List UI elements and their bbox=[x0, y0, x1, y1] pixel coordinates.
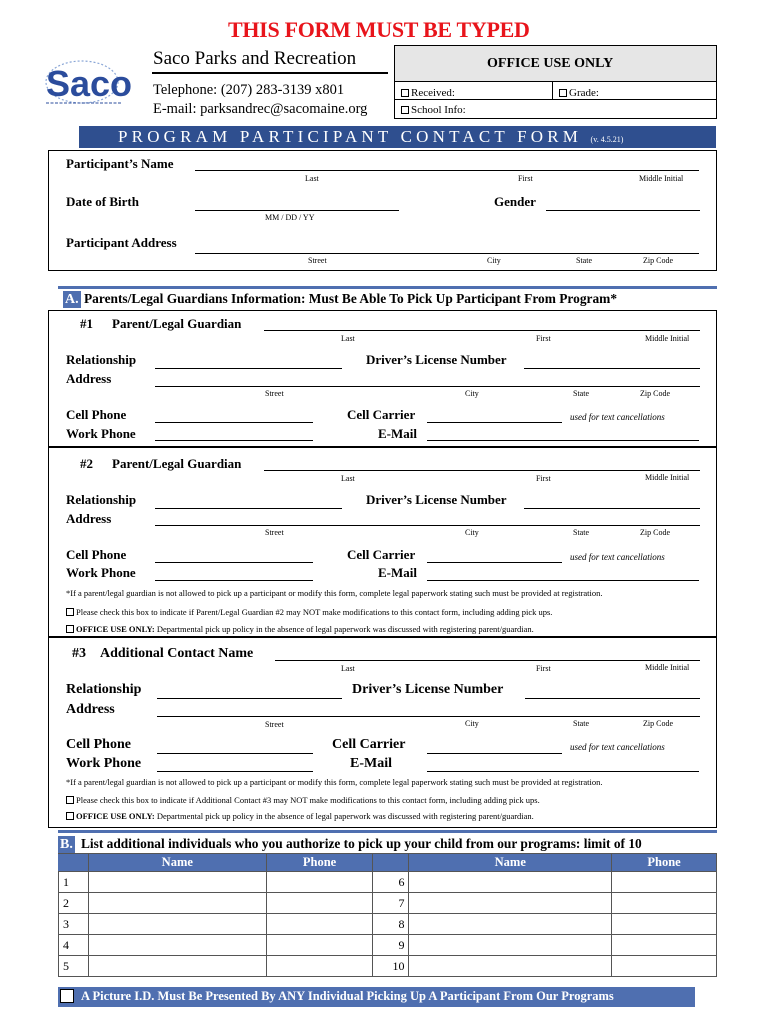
contact3-city-hint: City bbox=[465, 719, 479, 728]
participant-last-hint: Last bbox=[305, 174, 319, 183]
org-email: E-mail: parksandrec@sacomaine.org bbox=[153, 101, 368, 117]
address-state-hint: State bbox=[576, 256, 592, 265]
guardian1-name-line[interactable] bbox=[264, 330, 700, 331]
guardian1-relationship-line[interactable] bbox=[155, 368, 342, 369]
pickup-phone-cell[interactable] bbox=[266, 914, 373, 935]
pickup-name-cell[interactable] bbox=[88, 872, 266, 893]
footer-text: A Picture I.D. Must Be Presented By ANY Individual Picking Up A Participant From Our Programs bbox=[81, 989, 614, 1003]
participant-first-hint: First bbox=[518, 174, 533, 183]
guardian2-office-checkbox[interactable] bbox=[66, 625, 74, 633]
guardian2-address-label: Address bbox=[66, 511, 112, 526]
pickup-name-cell[interactable] bbox=[88, 914, 266, 935]
pickup-row-number: 3 bbox=[59, 914, 89, 935]
org-telephone: Telephone: (207) 283-3139 x801 bbox=[153, 82, 345, 98]
contact3-cell-label: Cell Phone bbox=[66, 737, 131, 752]
guardian2-carrier-note: used for text cancellations bbox=[570, 552, 665, 562]
guardian2-name-line[interactable] bbox=[264, 470, 700, 471]
office-use-title: OFFICE USE ONLY bbox=[487, 56, 614, 71]
guardian2-last-hint: Last bbox=[341, 474, 355, 483]
contact3-zip-hint: Zip Code bbox=[643, 719, 673, 728]
guardian2-check2-text: Departmental pick up policy in the absence of legal paperwork was discussed with registering parent/guardian. bbox=[156, 624, 534, 634]
pickup-phone-cell[interactable] bbox=[612, 893, 717, 914]
guardian2-license-label: Driver’s License Number bbox=[366, 492, 507, 507]
contact3-email-label: E-Mail bbox=[350, 756, 392, 771]
guardian2-nomodify-checkbox[interactable] bbox=[66, 608, 74, 616]
contact3-address-line[interactable] bbox=[157, 716, 700, 717]
pickup-row-number: 1 bbox=[59, 872, 89, 893]
contact3-street-hint: Street bbox=[265, 720, 284, 729]
guardian2-relationship-label: Relationship bbox=[66, 492, 137, 507]
guardian2-check2-bold: OFFICE USE ONLY: bbox=[76, 624, 155, 634]
contact3-state-hint: State bbox=[573, 719, 589, 728]
participant-middle-hint: Middle Initial bbox=[639, 174, 684, 183]
guardian2-street-hint: Street bbox=[265, 528, 284, 537]
contact3-footnote: *If a parent/legal guardian is not allowed to pick up a participant or modify this form, complete legal paperwork stating such must be provided at registration. bbox=[66, 777, 603, 787]
guardian2-carrier-label: Cell Carrier bbox=[347, 547, 416, 562]
participant-address-label: Participant Address bbox=[66, 235, 177, 250]
gender-line[interactable] bbox=[546, 210, 700, 211]
guardian2-num: #2 bbox=[80, 456, 93, 471]
contact3-check2-bold: OFFICE USE ONLY: bbox=[76, 811, 155, 821]
contact3-work-label: Work Phone bbox=[66, 756, 142, 771]
pickup-phone-cell[interactable] bbox=[266, 935, 373, 956]
guardian2-carrier-line[interactable] bbox=[427, 562, 562, 563]
pickup-row-number: 2 bbox=[59, 893, 89, 914]
office-grade bbox=[559, 87, 599, 99]
guardian1-street-hint: Street bbox=[265, 389, 284, 398]
pickup-phone-header-left: Phone bbox=[266, 854, 373, 872]
guardian1-email-label: E-Mail bbox=[378, 426, 417, 441]
dob-hint: MM / DD / YY bbox=[265, 213, 315, 222]
received-label: Received: bbox=[411, 87, 455, 99]
guardian2-relationship-line[interactable] bbox=[155, 508, 342, 509]
guardian1-license-label: Driver’s License Number bbox=[366, 352, 507, 367]
pickup-row-number: 10 bbox=[373, 956, 409, 977]
pickup-phone-cell[interactable] bbox=[266, 956, 373, 977]
contact3-license-line[interactable] bbox=[525, 698, 700, 699]
table-row bbox=[59, 893, 717, 914]
contact3-office-checkbox[interactable] bbox=[66, 812, 74, 820]
office-divider-h bbox=[395, 99, 716, 100]
pickup-name-cell[interactable] bbox=[409, 872, 612, 893]
contact3-last-hint: Last bbox=[341, 664, 355, 673]
guardian2-check2 bbox=[66, 624, 534, 634]
pickup-name-header-left: Name bbox=[88, 854, 266, 872]
pickup-phone-cell[interactable] bbox=[612, 935, 717, 956]
participant-name-line[interactable] bbox=[195, 170, 699, 171]
guardian2-email-label: E-Mail bbox=[378, 565, 417, 580]
contact3-carrier-line[interactable] bbox=[427, 753, 562, 754]
table-row bbox=[59, 935, 717, 956]
school-info-label: School Info: bbox=[411, 104, 466, 116]
pickup-num-header-right bbox=[373, 854, 409, 872]
section-a-header-line bbox=[58, 286, 717, 289]
guardian1-license-line[interactable] bbox=[524, 368, 700, 369]
dob-line[interactable] bbox=[195, 210, 399, 211]
address-city-hint: City bbox=[487, 256, 501, 265]
school-info-checkbox[interactable] bbox=[401, 106, 409, 114]
contact3-relationship-label: Relationship bbox=[66, 682, 142, 697]
contact3-check2-text: Departmental pick up policy in the absence of legal paperwork was discussed with registering parent/guardian. bbox=[156, 811, 534, 821]
guardian1-carrier-label: Cell Carrier bbox=[347, 407, 416, 422]
guardian1-relationship-label: Relationship bbox=[66, 352, 137, 367]
contact3-work-line[interactable] bbox=[157, 771, 313, 772]
guardian1-carrier-note: used for text cancellations bbox=[570, 412, 665, 422]
section-b-letter: B. bbox=[60, 837, 73, 852]
guardian1-city-hint: City bbox=[465, 389, 479, 398]
contact3-heading: Additional Contact Name bbox=[100, 646, 254, 661]
guardian1-cell-line[interactable] bbox=[155, 422, 313, 423]
guardian2-license-line[interactable] bbox=[524, 508, 700, 509]
contact3-address-label: Address bbox=[66, 702, 115, 717]
pickup-phone-header-right: Phone bbox=[612, 854, 717, 872]
received-checkbox[interactable] bbox=[401, 89, 409, 97]
pickup-name-cell[interactable] bbox=[409, 914, 612, 935]
guardian2-footnote: *If a parent/legal guardian is not allowed to pick up a participant or modify this form, complete legal paperwork stating such must be provided at registration. bbox=[66, 588, 603, 598]
guardian2-check1-text: Please check this box to indicate if Parent/Legal Guardian #2 may NOT make modifications to this contact form, including adding pick ups. bbox=[76, 607, 553, 617]
guardian2-check1 bbox=[66, 607, 552, 617]
contact3-check1-text: Please check this box to indicate if Additional Contact #3 may NOT make modifications to this contact form, including adding pick ups. bbox=[76, 795, 540, 805]
office-divider-v bbox=[552, 81, 553, 99]
svg-text:Saco: Saco bbox=[46, 63, 132, 104]
guardian2-address-line[interactable] bbox=[155, 525, 700, 526]
guardian2-cell-label: Cell Phone bbox=[66, 547, 127, 562]
section-a-letter: A. bbox=[65, 292, 79, 307]
saco-logo bbox=[42, 58, 132, 108]
pickup-phone-cell[interactable] bbox=[266, 893, 373, 914]
guardian2-work-label: Work Phone bbox=[66, 565, 136, 580]
form-version: (v. 4.5.21) bbox=[590, 135, 624, 144]
pickup-name-cell[interactable] bbox=[409, 935, 612, 956]
guardian2-email-line[interactable] bbox=[427, 580, 699, 581]
participant-address-line[interactable] bbox=[195, 253, 699, 254]
guardian1-email-line[interactable] bbox=[427, 440, 699, 441]
guardian1-work-line[interactable] bbox=[155, 440, 313, 441]
pickup-row-number: 8 bbox=[373, 914, 409, 935]
section-b-title: List additional individuals who you authorize to pick up your child from our programs: limit of 10 bbox=[81, 836, 642, 851]
guardian1-middle-hint: Middle Initial bbox=[645, 334, 690, 343]
office-received bbox=[401, 87, 455, 99]
pickup-name-cell[interactable] bbox=[88, 935, 266, 956]
table-row bbox=[59, 956, 717, 977]
address-street-hint: Street bbox=[308, 256, 327, 265]
participant-name-label: Participant’s Name bbox=[66, 156, 174, 171]
pickup-name-cell[interactable] bbox=[88, 893, 266, 914]
section-a-title: Parents/Legal Guardians Information: Must Be Able To Pick Up Participant From Program* bbox=[84, 291, 618, 306]
guardian1-first-hint: First bbox=[536, 334, 551, 343]
guardian1-address-label: Address bbox=[66, 371, 112, 386]
pickup-row-number: 5 bbox=[59, 956, 89, 977]
contact3-email-line[interactable] bbox=[427, 771, 699, 772]
pickup-name-cell[interactable] bbox=[409, 956, 612, 977]
guardian1-carrier-line[interactable] bbox=[427, 422, 562, 423]
guardian1-zip-hint: Zip Code bbox=[640, 389, 670, 398]
section-b-header-line bbox=[58, 830, 717, 833]
contact3-cell-line[interactable] bbox=[157, 753, 313, 754]
guardian1-last-hint: Last bbox=[341, 334, 355, 343]
contact3-first-hint: First bbox=[536, 664, 551, 673]
pickup-num-header-left bbox=[59, 854, 89, 872]
contact3-num: #3 bbox=[72, 646, 86, 661]
contact3-check1 bbox=[66, 795, 540, 805]
pickup-name-cell[interactable] bbox=[409, 893, 612, 914]
org-name: Saco Parks and Recreation bbox=[153, 48, 357, 69]
grade-label: Grade: bbox=[569, 87, 599, 99]
guardian1-state-hint: State bbox=[573, 389, 589, 398]
table-row bbox=[59, 914, 717, 935]
office-school bbox=[401, 104, 466, 116]
form-title bbox=[118, 127, 623, 147]
contact3-carrier-note: used for text cancellations bbox=[570, 742, 665, 752]
contact3-nomodify-checkbox[interactable] bbox=[66, 796, 74, 804]
guardian1-address-line[interactable] bbox=[155, 386, 700, 387]
guardian1-cell-label: Cell Phone bbox=[66, 407, 127, 422]
pickup-row-number: 7 bbox=[373, 893, 409, 914]
pickup-table-header bbox=[59, 854, 717, 872]
pickup-table-body bbox=[59, 872, 717, 977]
pickup-phone-cell[interactable] bbox=[612, 956, 717, 977]
pickup-phone-cell[interactable] bbox=[266, 872, 373, 893]
table-row bbox=[59, 872, 717, 893]
guardian1-num: #1 bbox=[80, 316, 93, 331]
office-use-box bbox=[394, 45, 717, 119]
contact3-middle-hint: Middle Initial bbox=[645, 663, 690, 672]
pickup-row-number: 4 bbox=[59, 935, 89, 956]
pickup-row-number: 9 bbox=[373, 935, 409, 956]
contact3-check2 bbox=[66, 811, 534, 821]
guardian2-state-hint: State bbox=[573, 528, 589, 537]
dob-label: Date of Birth bbox=[66, 194, 139, 209]
pickup-phone-cell[interactable] bbox=[612, 914, 717, 935]
contact3-name-line[interactable] bbox=[275, 660, 700, 661]
form-title-text: PROGRAM PARTICIPANT CONTACT FORM bbox=[118, 127, 583, 146]
guardian2-work-line[interactable] bbox=[155, 580, 313, 581]
contact3-relationship-line[interactable] bbox=[157, 698, 342, 699]
guardian2-cell-line[interactable] bbox=[155, 562, 313, 563]
pickup-row-number: 6 bbox=[373, 872, 409, 893]
saco-logo-graphic bbox=[42, 58, 132, 110]
footer-checkbox[interactable] bbox=[60, 989, 74, 1003]
pickup-phone-cell[interactable] bbox=[612, 872, 717, 893]
pickup-name-cell[interactable] bbox=[88, 956, 266, 977]
guardian1-heading: Parent/Legal Guardian bbox=[112, 316, 242, 331]
contact3-license-label: Driver’s License Number bbox=[352, 682, 504, 697]
gender-label: Gender bbox=[494, 194, 536, 209]
grade-checkbox[interactable] bbox=[559, 89, 567, 97]
guardian2-zip-hint: Zip Code bbox=[640, 528, 670, 537]
org-name-underline bbox=[152, 72, 388, 74]
pickup-name-header-right: Name bbox=[409, 854, 612, 872]
guardian2-middle-hint: Middle Initial bbox=[645, 473, 690, 482]
guardian2-city-hint: City bbox=[465, 528, 479, 537]
pickup-table bbox=[58, 853, 717, 977]
address-zip-hint: Zip Code bbox=[643, 256, 673, 265]
contact3-carrier-label: Cell Carrier bbox=[332, 737, 406, 752]
guardian2-first-hint: First bbox=[536, 474, 551, 483]
form-banner: THIS FORM MUST BE TYPED bbox=[228, 17, 530, 42]
guardian1-work-label: Work Phone bbox=[66, 426, 136, 441]
guardian2-heading: Parent/Legal Guardian bbox=[112, 456, 242, 471]
